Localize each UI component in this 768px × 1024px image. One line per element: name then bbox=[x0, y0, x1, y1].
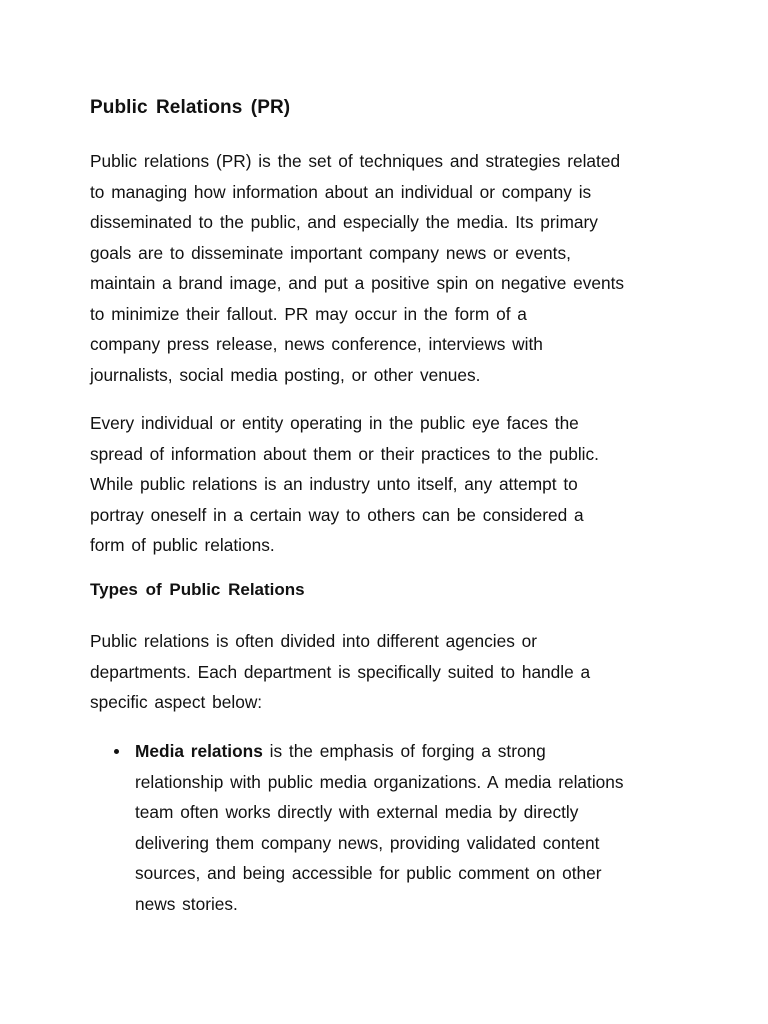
paragraph-public-eye bbox=[90, 408, 690, 561]
bullet-term: Media relations bbox=[135, 741, 263, 761]
document-title: Public Relations (PR) bbox=[90, 97, 291, 118]
bullet-line: news stories. bbox=[135, 893, 238, 914]
section-heading: Types of Public Relations bbox=[90, 580, 305, 599]
paragraph-line: goals are to disseminate important company news or events, bbox=[90, 242, 571, 263]
bullet-first-line bbox=[135, 736, 690, 767]
paragraph-line: maintain a brand image, and put a positive spin on negative events bbox=[90, 273, 625, 293]
paragraph-line: disseminated to the public, and especially the media. Its primary bbox=[90, 212, 598, 232]
paragraph-line: Every individual or entity operating in the public eye faces the bbox=[90, 413, 579, 433]
paragraph-line: journalists, social media posting, or other venues. bbox=[90, 364, 481, 385]
paragraph-line: Public relations is often divided into different agencies or bbox=[90, 631, 538, 651]
paragraph-line: to managing how information about an individual or company is bbox=[90, 181, 592, 202]
paragraph-line: to minimize their fallout. PR may occur in the form of a bbox=[90, 303, 527, 324]
bullet-line: delivering them company news, providing validated content bbox=[135, 832, 600, 853]
paragraph-line: company press release, news conference, interviews with bbox=[90, 334, 543, 354]
paragraph-line: spread of information about them or their practices to the public. bbox=[90, 443, 599, 464]
paragraph-types-intro bbox=[90, 626, 690, 718]
paragraph-line: While public relations is an industry unto itself, any attempt to bbox=[90, 474, 578, 494]
bullet-line: sources, and being accessible for public comment on other bbox=[135, 863, 602, 883]
paragraph-line: form of public relations. bbox=[90, 535, 275, 555]
paragraph-line: departments. Each department is specifically suited to handle a bbox=[90, 661, 591, 682]
paragraph-line: portray oneself in a certain way to others can be considered a bbox=[90, 504, 584, 525]
bullet-icon bbox=[114, 749, 119, 754]
list-item bbox=[90, 736, 690, 919]
bullet-text: is the emphasis of forging a strong bbox=[262, 741, 546, 761]
bullet-line: relationship with public media organizations. A media relations bbox=[135, 771, 624, 792]
paragraph-intro bbox=[90, 146, 690, 390]
types-list bbox=[90, 736, 690, 919]
paragraph-line: Public relations (PR) is the set of techniques and strategies related bbox=[90, 151, 621, 171]
bullet-line: team often works directly with external media by directly bbox=[135, 802, 579, 822]
paragraph-line: specific aspect below: bbox=[90, 692, 263, 712]
